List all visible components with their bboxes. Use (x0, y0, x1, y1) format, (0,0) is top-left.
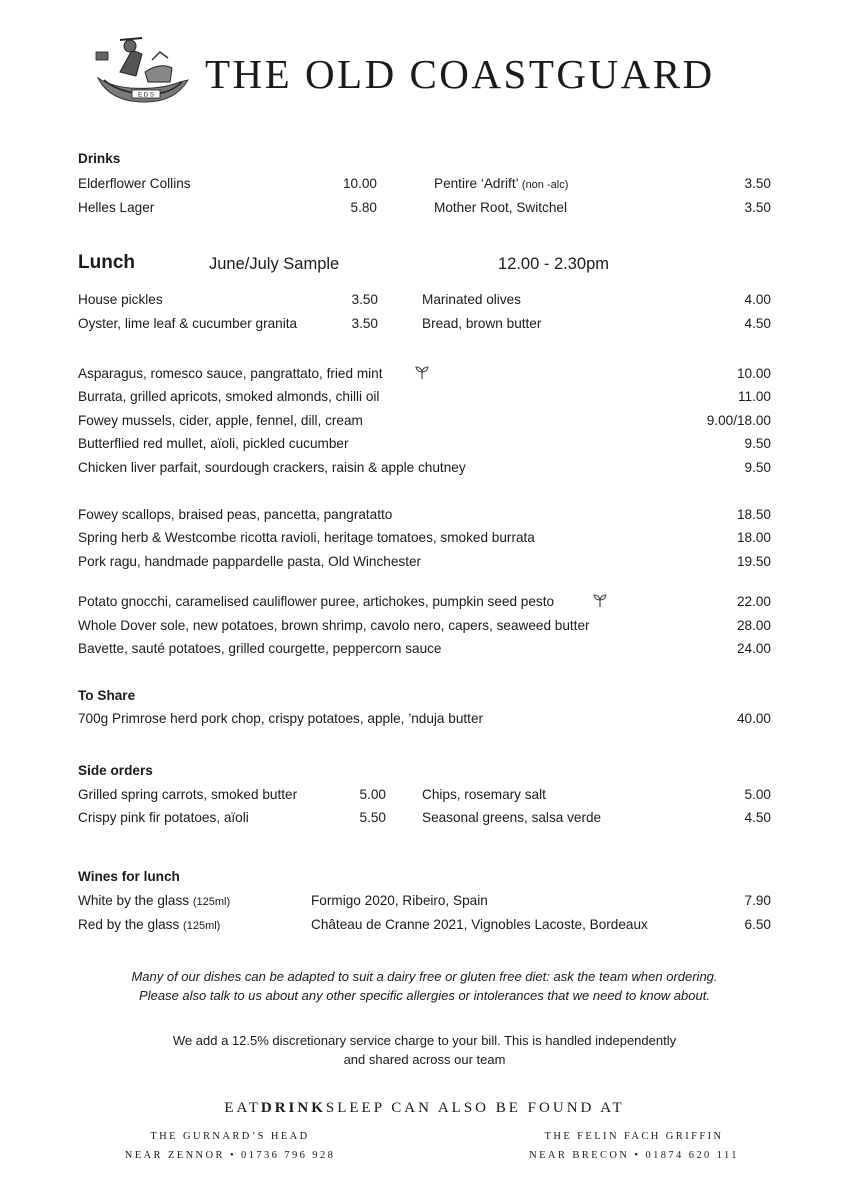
menu-item: Bavette, sauté potatoes, grilled courgette, peppercorn sauce (78, 641, 442, 656)
menu-price: 5.00 (744, 787, 771, 802)
menu-price: 9.00/18.00 (706, 413, 771, 428)
drink-price: 3.50 (744, 200, 771, 215)
drinks-heading: Drinks (78, 151, 121, 166)
svg-text:E D S: E D S (138, 92, 154, 99)
menu-price: 10.00 (736, 366, 771, 381)
menu-item: House pickles (78, 292, 163, 307)
dietary-note: Many of our dishes can be adapted to suit a dairy free or gluten free diet: ask the team when ordering. Please also talk to us about any other specific allergies or intolerances that we need to know about. (131, 969, 718, 1003)
menu-item: Burrata, grilled apricots, smoked almonds, chilli oil (78, 389, 380, 404)
menu-price: 9.50 (744, 436, 771, 451)
menu-item: Chips, rosemary salt (422, 787, 546, 802)
drink-price: 10.00 (342, 176, 377, 191)
footer-right-name: THE FELIN FACH GRIFFIN (544, 1131, 724, 1142)
menu-price: 5.50 (359, 810, 386, 825)
menu-item: Spring herb & Westcombe ricotta ravioli, heritage tomatoes, smoked burrata (78, 530, 535, 545)
menu-price: 3.50 (351, 292, 378, 307)
footer-heading: EATDRINKSLEEP CAN ALSO BE FOUND AT (224, 1100, 625, 1116)
menu-item: Fowey mussels, cider, apple, fennel, dill, cream (78, 413, 363, 428)
logo (90, 32, 195, 107)
menu-item: Bread, brown butter (422, 316, 542, 331)
lunch-sample: June/July Sample (209, 255, 340, 273)
service-charge-note: We add a 12.5% discretionary service charge to your bill. This is handled independently and shared across our team (172, 1033, 677, 1067)
lunch-hours: 12.00 - 2.30pm (498, 255, 609, 273)
drink-price: 5.80 (350, 200, 377, 215)
menu-price: 19.50 (736, 554, 771, 569)
menu-price: 28.00 (736, 618, 771, 633)
menu-item: Chicken liver parfait, sourdough crackers, raisin & apple chutney (78, 460, 466, 475)
menu-item: Pork ragu, handmade pappardelle pasta, Old Winchester (78, 554, 422, 569)
menu-price: 7.90 (744, 893, 771, 908)
menu-price: 18.00 (736, 530, 771, 545)
footer-left-detail: NEAR ZENNOR • 01736 796 928 (124, 1150, 336, 1161)
menu-item: Seasonal greens, salsa verde (422, 810, 602, 825)
menu-price: 4.50 (744, 810, 771, 825)
footer-right-detail: NEAR BRECON • 01874 620 111 (529, 1150, 739, 1161)
wine-name: Château de Cranne 2021, Vignobles Lacoste, Bordeaux (311, 917, 648, 932)
menu-item: Potato gnocchi, caramelised cauliflower puree, artichokes, pumpkin seed pesto (78, 594, 555, 609)
wine-label: White by the glass (125ml) (78, 893, 231, 908)
menu-price: 22.00 (736, 594, 771, 609)
page-title: THE OLD COASTGUARD (205, 51, 715, 97)
menu-item: Whole Dover sole, new potatoes, brown shrimp, cavolo nero, capers, seaweed butter (78, 618, 590, 633)
menu-item: Oyster, lime leaf & cucumber granita (78, 316, 298, 331)
wine-label: Red by the glass (125ml) (78, 917, 221, 932)
sides-heading: Side orders (78, 763, 153, 778)
boat-illustration-icon (90, 32, 195, 107)
drink-name: Pentire ‘Adrift’ (non -alc) (434, 176, 569, 191)
menu-price: 18.50 (736, 507, 771, 522)
to-share-heading: To Share (78, 688, 136, 703)
wines-heading: Wines for lunch (78, 869, 180, 884)
menu-price: 6.50 (744, 917, 771, 932)
menu-price: 40.00 (736, 711, 771, 726)
menu-price: 11.00 (737, 389, 771, 404)
menu-item: Crispy pink fir potatoes, aïoli (78, 810, 249, 825)
wine-size: (125ml) (192, 896, 231, 908)
wine-name: Formigo 2020, Ribeiro, Spain (311, 893, 488, 908)
menu-price: 3.50 (351, 316, 378, 331)
menu-item: Butterflied red mullet, aïoli, pickled cucumber (78, 436, 349, 451)
menu-item: Grilled spring carrots, smoked butter (78, 787, 298, 802)
menu-item: Asparagus, romesco sauce, pangrattato, fried mint (78, 366, 383, 381)
wine-size: (125ml) (183, 920, 221, 932)
lunch-heading: Lunch (78, 252, 135, 273)
vegan-leaf-icon (414, 364, 430, 385)
menu-price: 5.00 (359, 787, 386, 802)
drink-name: Mother Root, Switchel (434, 200, 567, 215)
drink-price: 3.50 (744, 176, 771, 191)
drink-name: Helles Lager (78, 200, 155, 215)
menu-price: 24.00 (736, 641, 771, 656)
menu-price: 9.50 (744, 460, 771, 475)
menu-item: Marinated olives (422, 292, 521, 307)
menu-price: 4.50 (744, 316, 771, 331)
drink-note: (non -alc) (521, 179, 569, 191)
footer-left-name: THE GURNARD’S HEAD (150, 1131, 310, 1142)
drink-name: Elderflower Collins (78, 176, 191, 191)
menu-item: Fowey scallops, braised peas, pancetta, pangratatto (78, 507, 393, 522)
menu-price: 4.00 (744, 292, 771, 307)
menu-item: 700g Primrose herd pork chop, crispy potatoes, apple, ’nduja butter (78, 711, 484, 726)
vegan-leaf-icon (592, 592, 608, 613)
